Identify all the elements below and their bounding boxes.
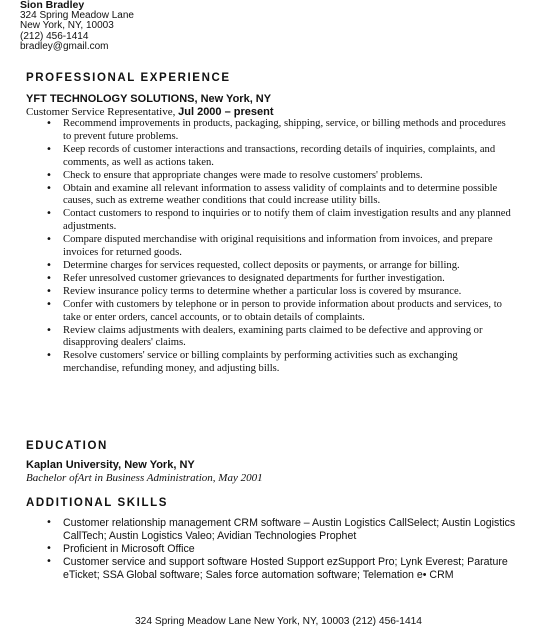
bullet-icon: • [46, 542, 52, 554]
candidate-name: Sion Bradley [20, 0, 85, 11]
list-item [46, 556, 516, 582]
bullet-icon: • [46, 517, 52, 528]
bullet-icon: • [46, 118, 52, 129]
skills-heading: ADDITIONAL SKILLS [26, 497, 168, 509]
bullet-text: Review claims adjustments with dealers, examining parts claimed to be defective and approving or disapproving dealers' claims. [63, 324, 483, 349]
role-dates: Jul 2000 – present [178, 106, 274, 118]
bullet-text: Contact customers to respond to inquiries or to notify them of claim investigation results and any planned adjustments. [63, 208, 511, 233]
list-item [46, 325, 516, 351]
list-item [46, 260, 516, 273]
bullet-text: Resolve customers' service or billing complaints by performing activities such as exchanging merchandise, refunding money, and adjusting bills. [63, 350, 458, 375]
list-item [46, 183, 516, 209]
skills-bullets [46, 517, 516, 582]
bullet-icon: • [46, 555, 52, 567]
degree-line: Bachelor ofArt in Business Administration, May 2001 [26, 472, 263, 484]
bullet-icon: • [46, 208, 52, 220]
role-line [26, 106, 274, 118]
bullet-text: Obtain and examine all relevant information to assess validity of complaints and to determine possible causes, such as extreme weather conditions that could increase utility bills. [63, 182, 498, 207]
bullet-text: Recommend improvements in products, packaging, shipping, service, or billing methods and procedures to prevent future problems. [63, 118, 506, 142]
bullet-text: Proficient in Microsoft Office [63, 542, 195, 555]
contact-phone: (212) 456-1414 [20, 30, 89, 42]
bullet-icon: • [46, 272, 52, 284]
list-item [46, 234, 516, 260]
list-item [46, 144, 516, 170]
bullet-icon: • [46, 324, 52, 336]
bullet-icon: • [46, 298, 52, 310]
bullet-text: Review insurance policy terms to determine whether a particular loss is covered by msurance. [63, 285, 462, 297]
bullet-text: Determine charges for services requested, collect deposits or payments, or arrange for billing. [63, 259, 460, 271]
role-title: Customer Service Representative, [26, 106, 176, 118]
list-item [46, 286, 516, 299]
list-item [46, 170, 516, 183]
bullet-text: Confer with customers by telephone or in person to provide information about products and services, to take or enter orders, cancel accounts, or to obtain details of complaints. [63, 298, 502, 323]
bullet-text: Compare disputed merchandise with original requisitions and information from invoices, and prepare invoices for returned goods. [63, 234, 493, 259]
company-line: YFT TECHNOLOGY SOLUTIONS, New York, NY [26, 93, 272, 105]
education-heading: EDUCATION [26, 440, 108, 452]
list-item [46, 273, 516, 286]
experience-heading: PROFESSIONAL EXPERIENCE [26, 72, 231, 84]
bullet-icon: • [46, 182, 52, 194]
bullet-icon: • [46, 350, 52, 362]
school-line: Kaplan University, New York, NY [26, 459, 195, 471]
bullet-text: Check to ensure that appropriate changes were made to resolve customers' problems. [63, 169, 423, 181]
bullet-icon: • [46, 169, 52, 181]
contact-block [20, 0, 134, 53]
contact-address: 324 Spring Meadow Lane [20, 9, 134, 21]
footer-contact: 324 Spring Meadow Lane New York, NY, 10003 (212) 456-1414 [135, 616, 422, 627]
experience-bullets [46, 118, 516, 376]
bullet-text: Refer unresolved customer grievances to designated departments for further investigation. [63, 272, 445, 284]
bullet-icon: • [46, 143, 52, 155]
bullet-icon: • [46, 259, 52, 271]
list-item [46, 208, 516, 234]
list-item [46, 350, 516, 376]
bullet-text: Customer service and support software Hosted Support ezSupport Pro; Lynk Everest; Parature eTicket; SSA Global software; Sales force automation software; Telemation e• CRM [63, 555, 508, 581]
bullet-icon: • [46, 285, 52, 297]
list-item [46, 299, 516, 325]
list-item [46, 517, 516, 543]
list-item [46, 543, 516, 556]
contact-city: New York, NY, 10003 [20, 20, 114, 31]
list-item [46, 118, 516, 144]
contact-email: bradley@gmail.com [20, 41, 109, 52]
bullet-icon: • [46, 234, 52, 246]
bullet-text: Customer relationship management CRM software – Austin Logistics CallSelect; Austin Logistics CallTech; Austin Logistics Valeo; Avidian Technologies Prophet [63, 517, 516, 542]
bullet-text: Keep records of customer interactions and transactions, recording details of inquiries, complaints, and comments, as well as actions taken. [63, 143, 496, 168]
